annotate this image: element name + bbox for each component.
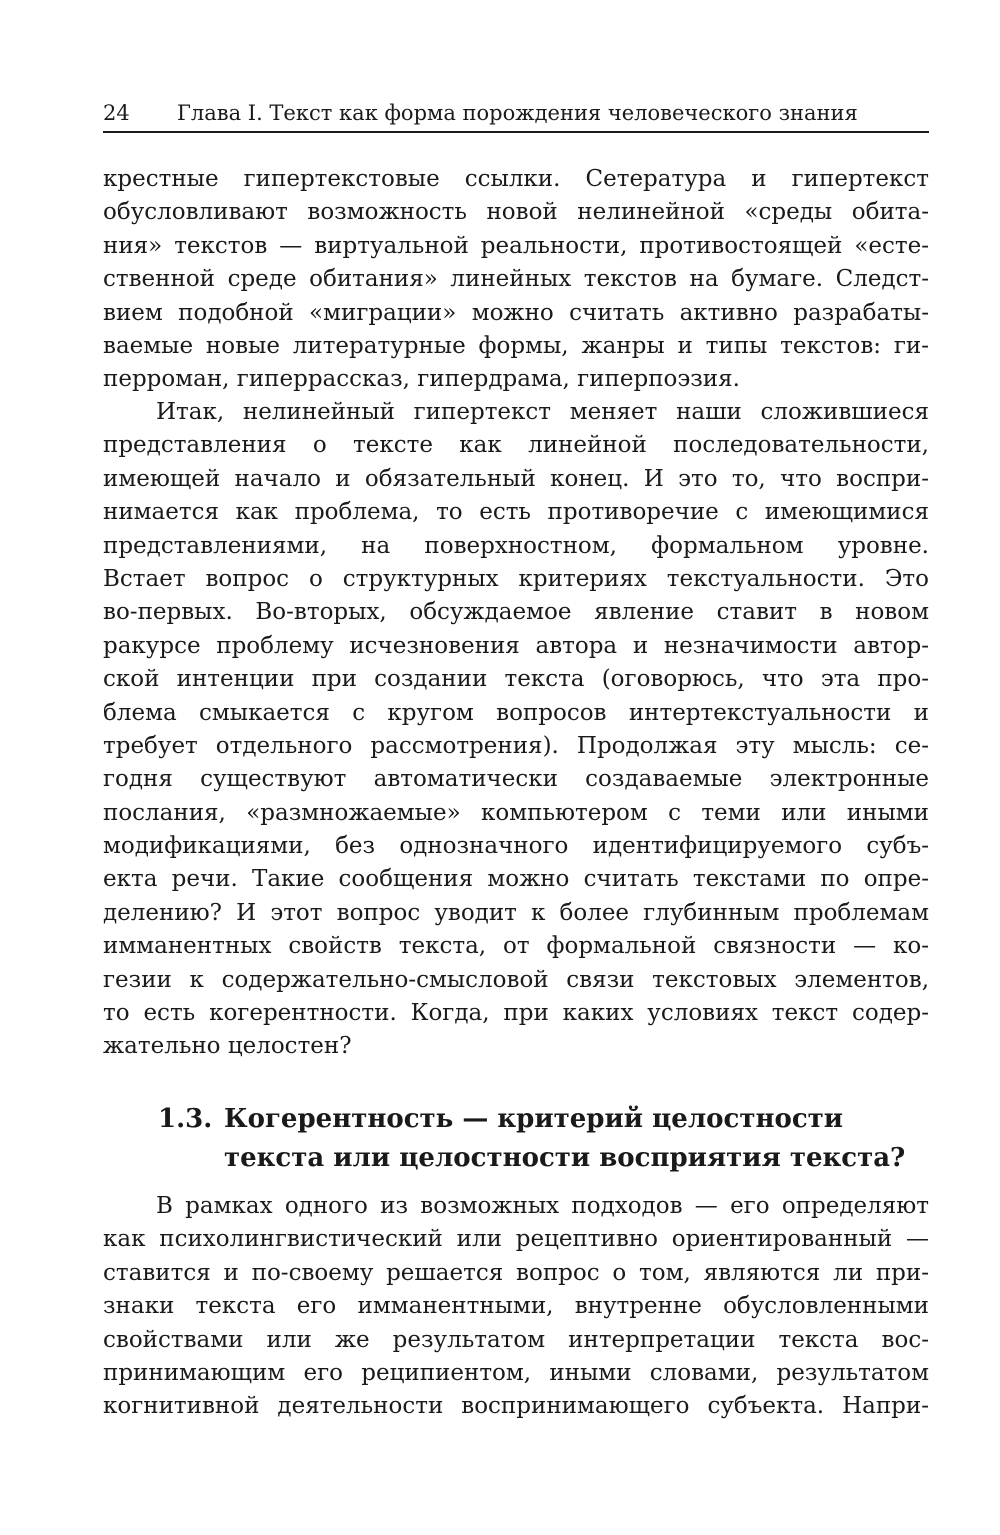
text-line: свойствами или же результатом интерпретации текста вос- [103,1326,929,1353]
text-line: В рамках одного из возможных подходов — его определяют [156,1193,929,1219]
text-line: обусловливают возможность новой нелинейной «среды обита- [103,199,929,226]
text-line: ственной среде обитания» линейных текстов на бумаге. Следст- [103,266,929,293]
text-line: имманентных свойств текста, от формальной связности — ко- [103,933,929,960]
text-line: делению? И этот вопрос уводит к более глубинным проблемам [103,899,929,926]
text-line: представлениями, на поверхностном, формальном уровне. [103,532,929,559]
text-line: то есть когерентности. Когда, при каких условиях текст содер- [103,1000,929,1027]
text-line: послания, «размножаемые» компьютером с теми или иными [103,799,929,826]
text-line: ской интенции при создании текста (оговорюсь, что эта про- [103,666,929,693]
text-line: крестные гипертекстовые ссылки. Сетература и гипертекст [103,166,929,192]
text-line: перроман, гиперрассказ, гипердрама, гиперпоэзия. [103,366,740,393]
header-rule [103,131,929,133]
text-line: требует отдельного рассмотрения). Продолжая эту мысль: се- [103,732,929,759]
text-line: принимающим его реципиентом, иными словами, результатом [103,1359,929,1386]
text-line: ния» текстов — виртуальной реальности, противостоящей «есте- [103,232,929,259]
text-line: модификациями, без однозначного идентифицируемого субъ- [103,833,929,860]
chapter-title: Глава I. Текст как форма порождения человеческого знания [177,101,858,125]
text-line: Итак, нелинейный гипертекст меняет наши сложившиеся [156,399,929,425]
text-line: Встает вопрос о структурных критериях текстуальности. Это [103,565,929,592]
text-line: ракурсе проблему исчезновения автора и незначимости автор- [103,632,929,659]
section-heading [158,1100,918,1178]
text-line: ставится и по-своему решается вопрос о том, являются ли при- [103,1259,929,1286]
page-number: 24 [103,101,130,125]
section-title-part-2: текста или целостности восприятия текста? [224,1143,906,1173]
paragraph-2 [103,396,929,1064]
text-line: ваемые новые литературные формы, жанры и типы текстов: ги- [103,332,929,359]
section-title-part-1: Когерентность — критерий целостности [224,1104,844,1134]
text-line: жательно целостен? [103,1033,352,1060]
text-line: как психолингвистический или рецептивно ориентированный — [103,1226,929,1253]
text-line: когнитивной деятельности воспринимающего субъекта. Напри- [103,1393,929,1420]
text-line: блема смыкается с кругом вопросов интертекстуальности и [103,699,929,726]
text-line: знаки текста его имманентными, внутренне обусловленными [103,1293,929,1320]
text-line: нимается как проблема, то есть противоречие с имеющимися [103,499,929,526]
text-line: гезии к содержательно-смысловой связи текстовых элементов, [103,966,929,993]
text-line: представления о тексте как линейной последовательности, [103,432,929,459]
text-line: вием подобной «миграции» можно считать активно разрабаты- [103,299,929,326]
paragraph-1 [103,163,929,397]
text-line: годня существуют автоматически создаваемые электронные [103,766,929,793]
section-number: 1.3. [158,1104,213,1134]
text-line: екта речи. Такие сообщения можно считать текстами по опре- [103,866,929,893]
text-line: имеющей начало и обязательный конец. И это то, что воспри- [103,465,929,492]
section-heading-line-1 [158,1100,918,1139]
running-header [103,98,929,128]
text-line: во-первых. Во-вторых, обсуждаемое явление ставит в новом [103,599,929,626]
paragraph-3 [103,1190,929,1424]
